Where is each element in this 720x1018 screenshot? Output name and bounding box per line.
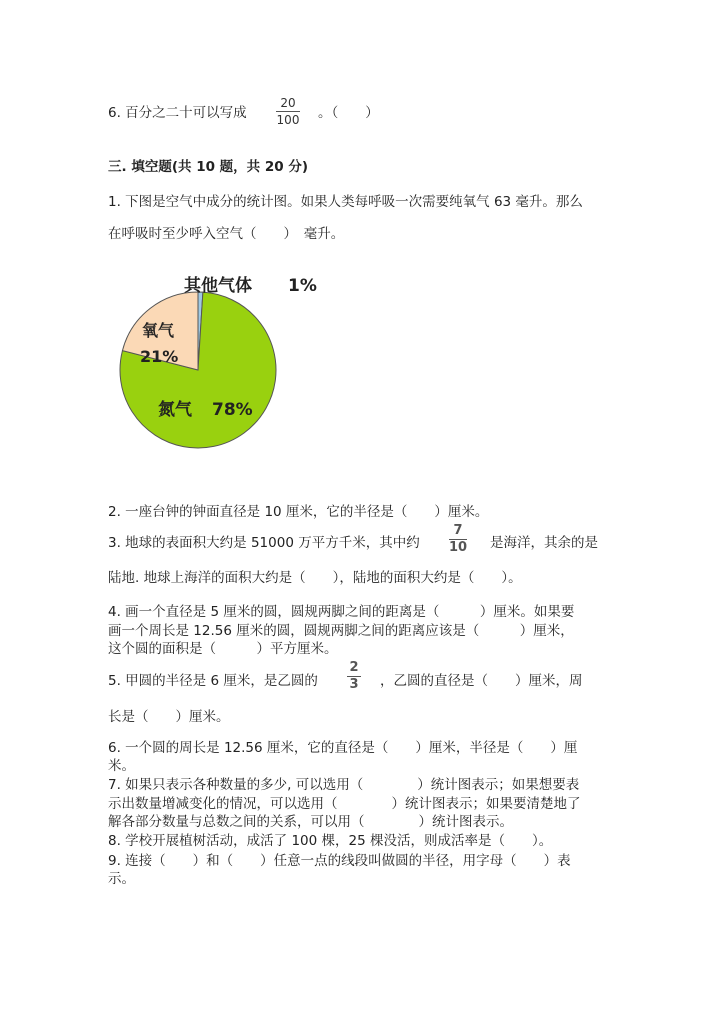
pie-label-nitrogen-value: 78% <box>212 400 253 420</box>
question-5-line-2: 长是（ ）厘米。 <box>108 709 230 725</box>
question-3-line-2: 陆地. 地球上海洋的面积大约是（ ），陆地的面积大约是（ ）。 <box>108 570 522 586</box>
q6-top-text-before: 6. 百分之二十可以写成 <box>108 105 247 121</box>
fraction-20-100: 20 100 <box>276 96 300 127</box>
pie-slices <box>120 292 276 448</box>
question-2: 2. 一座台钟的钟面直径是 10 厘米，它的半径是（ ）厘米。 <box>108 504 489 520</box>
question-7-line-1: 7. 如果只表示各种数量的多少, 可以选用（ ）统计图表示；如果想要表 <box>108 777 580 793</box>
question-9-line-1: 9. 连接（ ）和（ ）任意一点的线段叫做圆的半径，用字母（ ）表 <box>108 853 571 869</box>
question-4-line-3: 这个圆的面积是（ ）平方厘米。 <box>108 641 338 657</box>
question-4-line-2: 画一个周长是 12.56 厘米的圆，圆规两脚之间的距离应该是（ ）厘米， <box>108 623 574 639</box>
question-7-line-2: 示出数量增减变化的情况，可以选用（ ）统计图表示；如果要清楚地了 <box>108 796 581 812</box>
question-1-line-1: 1. 下图是空气中成分的统计图。如果人类每呼吸一次需要纯氧气 63 毫升。那么 <box>108 194 583 210</box>
question-3-text-after: 是海洋，其余的是 <box>490 535 598 551</box>
pie-label-oxygen-value: 21% <box>140 347 179 366</box>
pie-label-other-name: 其他气体 <box>184 276 252 296</box>
question-6-line-2: 米。 <box>108 758 135 774</box>
question-1-line-2: 在呼吸时至少呼入空气（ ） 毫升。 <box>108 226 345 242</box>
question-6-line-1: 6. 一个圆的周长是 12.56 厘米，它的直径是（ ）厘米，半径是（ ）厘 <box>108 740 578 756</box>
pie-label-nitrogen-name: 氮气 <box>158 400 192 420</box>
pie-label-oxygen-name: 氧气 <box>142 321 175 340</box>
section-title: 三. 填空题(共 10 题，共 20 分) <box>108 159 309 175</box>
question-6-top <box>108 101 247 121</box>
question-8: 8. 学校开展植树活动，成活了 100 棵，25 棵没活，则成活率是（ ）。 <box>108 833 553 849</box>
question-7-line-3: 解各部分数量与总数之间的关系，可以用（ ）统计图表示。 <box>108 814 513 830</box>
question-5-text-after: ，乙圆的直径是（ ）厘米，周 <box>380 673 583 689</box>
question-3-text-before: 3. 地球的表面积大约是 51000 万平方千米，其中约 <box>108 535 420 551</box>
question-5-text-before: 5. 甲圆的半径是 6 厘米，是乙圆的 <box>108 673 318 689</box>
fraction-7-10: 7 10 <box>448 523 468 555</box>
pie-label-other-value: 1% <box>288 276 317 296</box>
air-composition-pie-chart <box>110 270 350 470</box>
q6-top-text-after: 。（ ） <box>318 105 379 121</box>
question-9-line-2: 示。 <box>108 871 135 887</box>
question-4-line-1: 4. 画一个直径是 5 厘米的圆，圆规两脚之间的距离是（ ）厘米。如果要 <box>108 604 575 620</box>
fraction-2-3: 2 3 <box>347 661 361 692</box>
